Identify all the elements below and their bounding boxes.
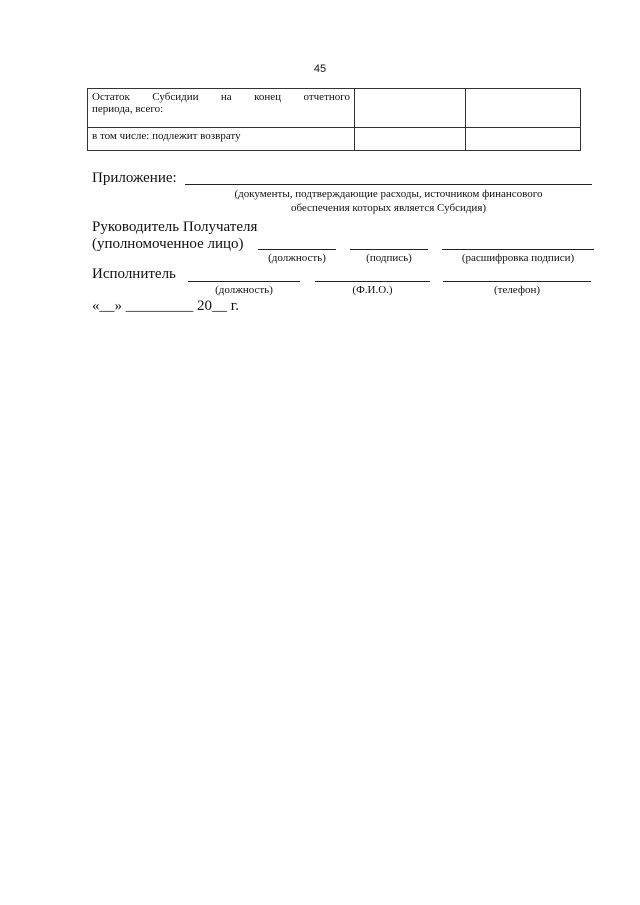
balance-label-line1: Остаток Субсидии на конец отчетного (92, 91, 350, 103)
head-title-line2: (уполномоченное лицо) (92, 236, 244, 252)
appendix-caption-line2: обеспечения которых является Субсидия) (290, 202, 487, 214)
subsidy-balance-table (87, 88, 581, 151)
date-suffix: г. (230, 298, 239, 314)
appendix-caption-line1: (документы, подтверждающие расходы, источником финансового (234, 188, 543, 200)
balance-value-cell-2[interactable] (466, 89, 581, 128)
balance-label-line2: периода, всего: (92, 103, 164, 115)
head-caption-position: (должность) (268, 252, 326, 264)
appendix-line[interactable] (185, 184, 592, 185)
head-title-line1: Руководитель Получателя (92, 219, 258, 235)
refund-label-cell: в том числе: подлежит возврату (88, 128, 355, 151)
date-line (92, 298, 239, 315)
executor-phone-line[interactable] (443, 281, 591, 282)
head-position-line[interactable] (258, 249, 336, 250)
executor-name-line[interactable] (315, 281, 430, 282)
executor-caption-phone: (телефон) (493, 284, 541, 296)
head-caption-signature: (подпись) (366, 252, 412, 264)
head-signature-line[interactable] (350, 249, 428, 250)
refund-value-cell-2[interactable] (466, 128, 581, 151)
table-row (88, 128, 581, 151)
executor-position-line[interactable] (188, 281, 300, 282)
date-year-blank[interactable]: __ (212, 298, 227, 314)
date-month-blank[interactable]: _________ (125, 298, 194, 314)
page-number: 45 (313, 63, 327, 75)
refund-value-cell-1[interactable] (355, 128, 466, 151)
appendix-label: Приложение: (92, 170, 177, 186)
date-open-quote: « (92, 298, 100, 314)
executor-label: Исполнитель (92, 266, 176, 282)
executor-caption-name: (Ф.И.О.) (352, 284, 393, 296)
table-row (88, 89, 581, 128)
executor-caption-position: (должность) (215, 284, 273, 296)
date-year-prefix: 20 (197, 298, 212, 314)
head-decode-line[interactable] (442, 249, 594, 250)
date-day-blank[interactable]: __ (99, 298, 115, 314)
balance-value-cell-1[interactable] (355, 89, 466, 128)
date-close-quote: » (114, 298, 122, 314)
head-caption-decode: (расшифровка подписи) (461, 252, 575, 264)
balance-label-cell (88, 89, 355, 128)
